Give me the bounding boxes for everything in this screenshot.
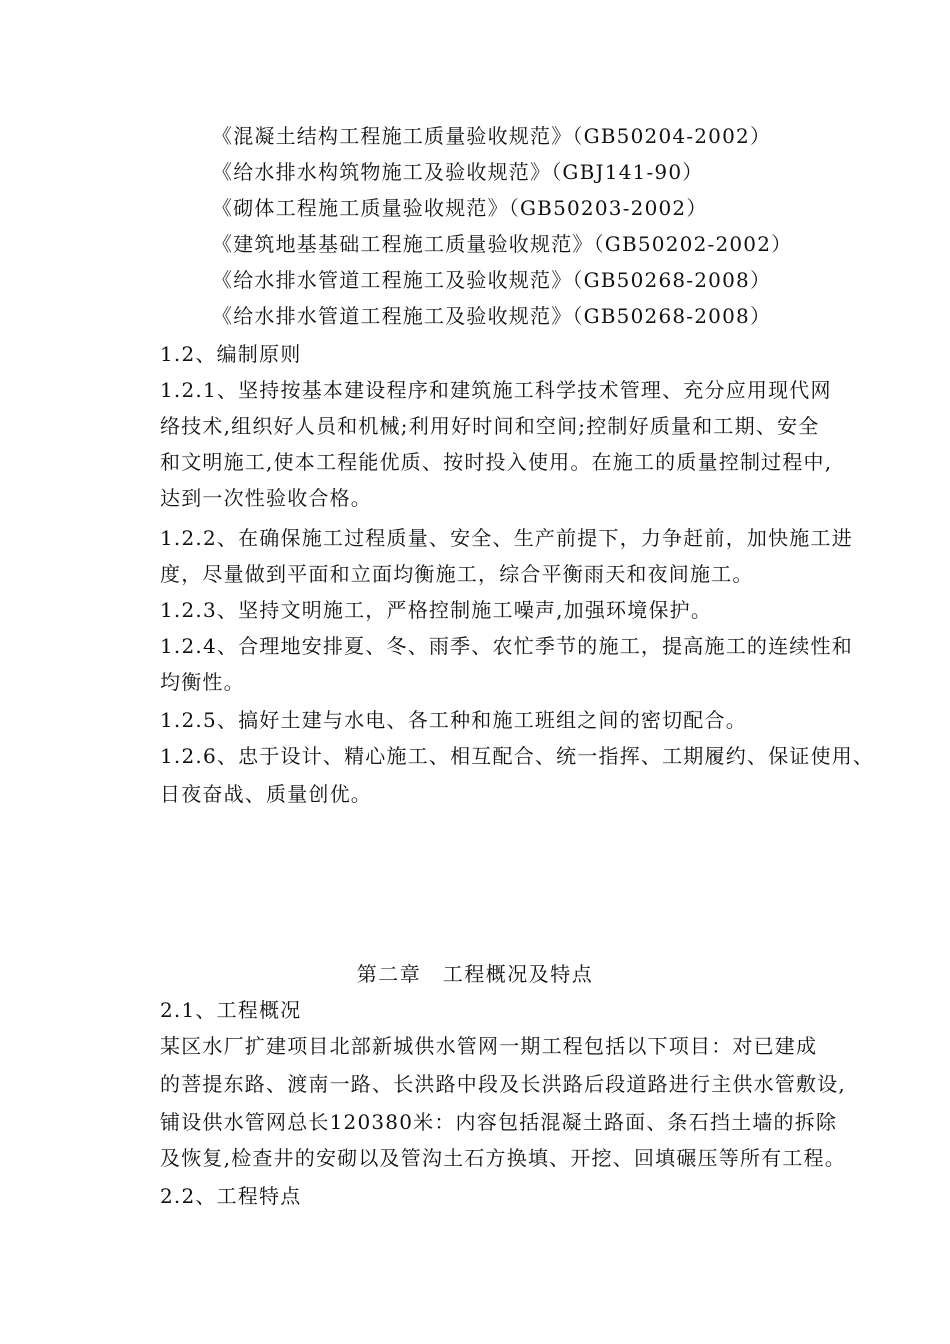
paragraph-line: 及恢复,检查井的安砌以及管沟土石方换填、开挖、回填碾压等所有工程。: [160, 1146, 846, 1170]
section-heading: 2.2、工程特点: [160, 1184, 302, 1208]
section-heading: 2.1、工程概况: [160, 998, 302, 1022]
standard-line: 《给水排水管道工程施工及验收规范》（GB50268-2008）: [212, 304, 772, 328]
paragraph-line: 某区水厂扩建项目北部新城供水管网一期工程包括以下项目：对已建成: [160, 1034, 818, 1058]
paragraph-line: 均衡性。: [160, 670, 245, 694]
paragraph-line: 1.2.5、搞好土建与水电、各工种和施工班组之间的密切配合。: [160, 708, 747, 732]
paragraph-line: 络技术,组织好人员和机械;利用好时间和空间;控制好质量和工期、安全: [160, 414, 820, 438]
paragraph-line: 1.2.3、坚持文明施工，严格控制施工噪声,加强环境保护。: [160, 598, 713, 622]
paragraph-line: 日夜奋战、质量创优。: [160, 782, 372, 806]
paragraph-line: 1.2.2、在确保施工过程质量、安全、生产前提下，力争赶前，加快施工进: [160, 526, 853, 550]
standard-line: 《给水排水构筑物施工及验收规范》（GBJ141-90）: [212, 160, 704, 184]
standard-line: 《建筑地基基础工程施工质量验收规范》（GB50202-2002）: [212, 232, 793, 256]
section-heading: 1.2、编制原则: [160, 342, 302, 366]
paragraph-line: 1.2.6、忠于设计、精心施工、相互配合、统一指挥、工期履约、保证使用、: [160, 744, 875, 768]
chapter-title: 第二章 工程概况及特点: [356, 962, 594, 986]
standard-line: 《砌体工程施工质量验收规范》（GB50203-2002）: [212, 196, 708, 220]
paragraph-line: 的菩提东路、渡南一路、长洪路中段及长洪路后段道路进行主供水管敷设,: [160, 1072, 846, 1096]
standard-line: 《给水排水管道工程施工及验收规范》（GB50268-2008）: [212, 268, 772, 292]
paragraph-line: 和文明施工,使本工程能优质、按时投入使用。在施工的质量控制过程中,: [160, 450, 833, 474]
paragraph-line: 铺设供水管网总长120380米：内容包括混凝土路面、条石挡土墙的拆除: [160, 1110, 838, 1134]
paragraph-line: 达到一次性验收合格。: [160, 486, 372, 510]
paragraph-line: 度，尽量做到平面和立面均衡施工，综合平衡雨天和夜间施工。: [160, 562, 754, 586]
paragraph-line: 1.2.4、合理地安排夏、冬、雨季、农忙季节的施工，提高施工的连续性和: [160, 634, 853, 658]
paragraph-line: 1.2.1、坚持按基本建设程序和建筑施工科学技术管理、充分应用现代网: [160, 378, 832, 402]
standard-line: 《混凝土结构工程施工质量验收规范》（GB50204-2002）: [212, 124, 772, 148]
